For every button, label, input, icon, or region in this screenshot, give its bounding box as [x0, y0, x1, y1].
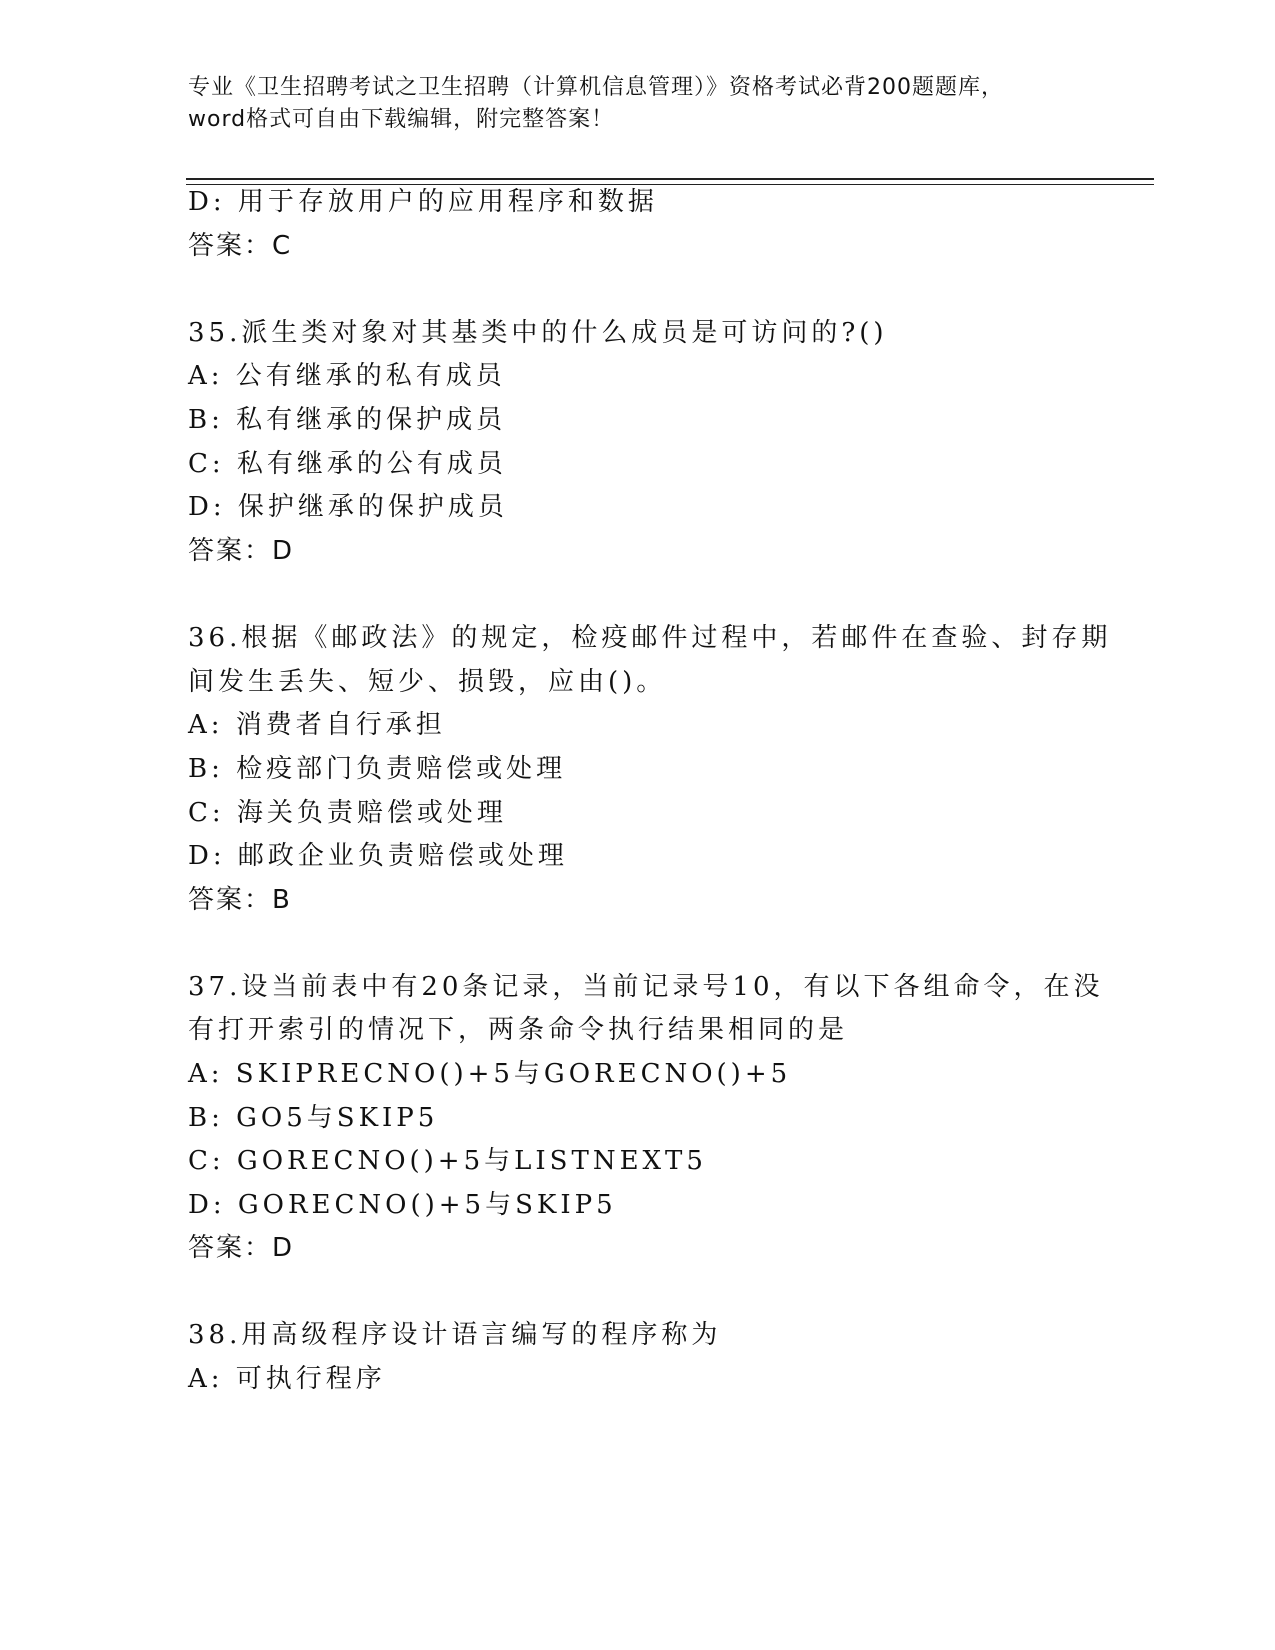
header-divider-thick [186, 178, 1154, 180]
q37-stem-line-2: 有打开索引的情况下，两条命令执行结果相同的是 [188, 1015, 849, 1045]
q37-stem-line-1: 37.设当前表中有20条记录，当前记录号10，有以下各组命令，在没 [188, 972, 1104, 1002]
header-line-2: word格式可自由下载编辑，附完整答案！ [188, 107, 615, 132]
q36-stem-line-1: 36.根据《邮政法》的规定，检疫邮件过程中，若邮件在查验、封存期 [188, 623, 1112, 653]
q36-stem-line-2: 间发生丢失、短少、损毁，应由()。 [188, 667, 667, 697]
q35-option-a: A: 公有继承的私有成员 [188, 361, 506, 391]
prev-option-d: D: 用于存放用户的应用程序和数据 [188, 187, 658, 217]
q36-answer: 答案：B [188, 885, 292, 915]
q37-option-b: B: GO5与SKIP5 [188, 1103, 439, 1133]
q37-answer: 答案：D [188, 1233, 295, 1263]
prev-answer: 答案：C [188, 231, 293, 261]
q35-option-d: D: 保护继承的保护成员 [188, 492, 508, 522]
q36-option-d: D: 邮政企业负责赔偿或处理 [188, 841, 568, 871]
document-header [188, 72, 1088, 136]
q38-stem: 38.用高级程序设计语言编写的程序称为 [188, 1320, 722, 1350]
q37-option-c: C: GORECNO()+5与LISTNEXT5 [188, 1146, 707, 1176]
header-line-1: 专业《卫生招聘考试之卫生招聘（计算机信息管理）》资格考试必背200题题库， [188, 75, 1004, 100]
q36-option-c: C: 海关负责赔偿或处理 [188, 798, 507, 828]
q35-stem: 35.派生类对象对其基类中的什么成员是可访问的?() [188, 318, 888, 348]
q35-answer: 答案：D [188, 536, 295, 566]
q38-option-a: A: 可执行程序 [188, 1364, 386, 1394]
q36-option-a: A: 消费者自行承担 [188, 710, 446, 740]
q37-option-d: D: GORECNO()+5与SKIP5 [188, 1190, 617, 1220]
q35-option-c: C: 私有继承的公有成员 [188, 449, 507, 479]
q37-option-a: A: SKIPRECNO()+5与GORECNO()+5 [188, 1059, 792, 1089]
q36-option-b: B: 检疫部门负责赔偿或处理 [188, 754, 567, 784]
q35-option-b: B: 私有继承的保护成员 [188, 405, 507, 435]
